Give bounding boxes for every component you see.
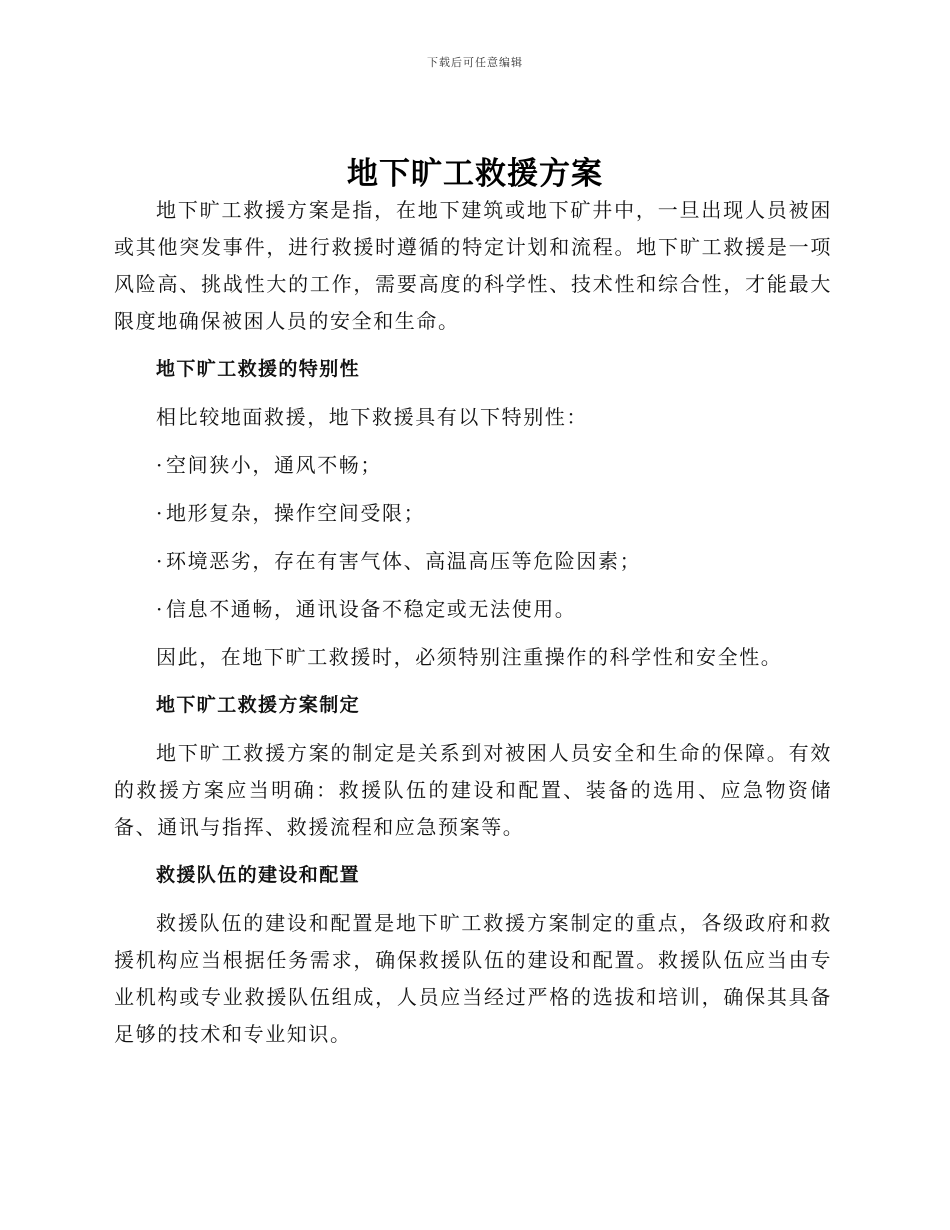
page-header-note: 下载后可任意编辑 — [427, 56, 523, 69]
list-item-text: 环境恶劣，存在有害气体、高温高压等危险因素； — [166, 549, 642, 573]
section1-lead: 相比较地面救援，地下救援具有以下特别性： — [156, 405, 588, 429]
bullet-icon: · — [156, 501, 164, 525]
bullet-icon: · — [156, 597, 164, 621]
section2-paragraph: 地下旷工救援方案的制定是关系到对被困人员安全和生命的保障。有效的救援方案应当明确：救援队伍的建设和配置、装备的选用、应急物资储备、通讯与指挥、救援流程和应急预案等。 — [114, 741, 832, 839]
document-title: 地下旷工救援方案 — [347, 156, 603, 192]
section3-paragraph: 救援队伍的建设和配置是地下旷工救援方案制定的重点，各级政府和救援机构应当根据任务需求，确保救援队伍的建设和配置。救援队伍应当由专业机构或专业救援队伍组成，人员应当经过严格的选拔和培训，确保其具备足够的技术和专业知识。 — [114, 911, 832, 1046]
section-heading-特别性: 地下旷工救援的特别性 — [156, 358, 361, 380]
list-item-text: 空间狭小，通风不畅； — [166, 453, 382, 477]
list-item-text: 信息不通畅，通讯设备不稳定或无法使用。 — [166, 597, 577, 621]
list-item-text: 地形复杂，操作空间受限； — [166, 501, 426, 525]
list-item — [114, 591, 832, 628]
bullet-icon: · — [156, 453, 164, 477]
list-item — [114, 495, 832, 532]
list-item — [114, 543, 832, 580]
section1-conclusion: 因此，在地下旷工救援时，必须特别注重操作的科学性和安全性。 — [156, 645, 783, 669]
section-heading-队伍建设: 救援队伍的建设和配置 — [156, 864, 361, 886]
intro-paragraph: 地下旷工救援方案是指，在地下建筑或地下矿井中，一旦出现人员被困或其他突发事件，进行救援时遵循的特定计划和流程。地下旷工救援是一项风险高、挑战性大的工作，需要高度的科学性、技术性和综合性，才能最大限度地确保被困人员的安全和生命。 — [114, 198, 832, 333]
list-item — [114, 447, 832, 484]
document-body — [114, 192, 832, 1064]
bullet-icon: · — [156, 549, 164, 573]
section-heading-方案制定: 地下旷工救援方案制定 — [156, 694, 361, 716]
